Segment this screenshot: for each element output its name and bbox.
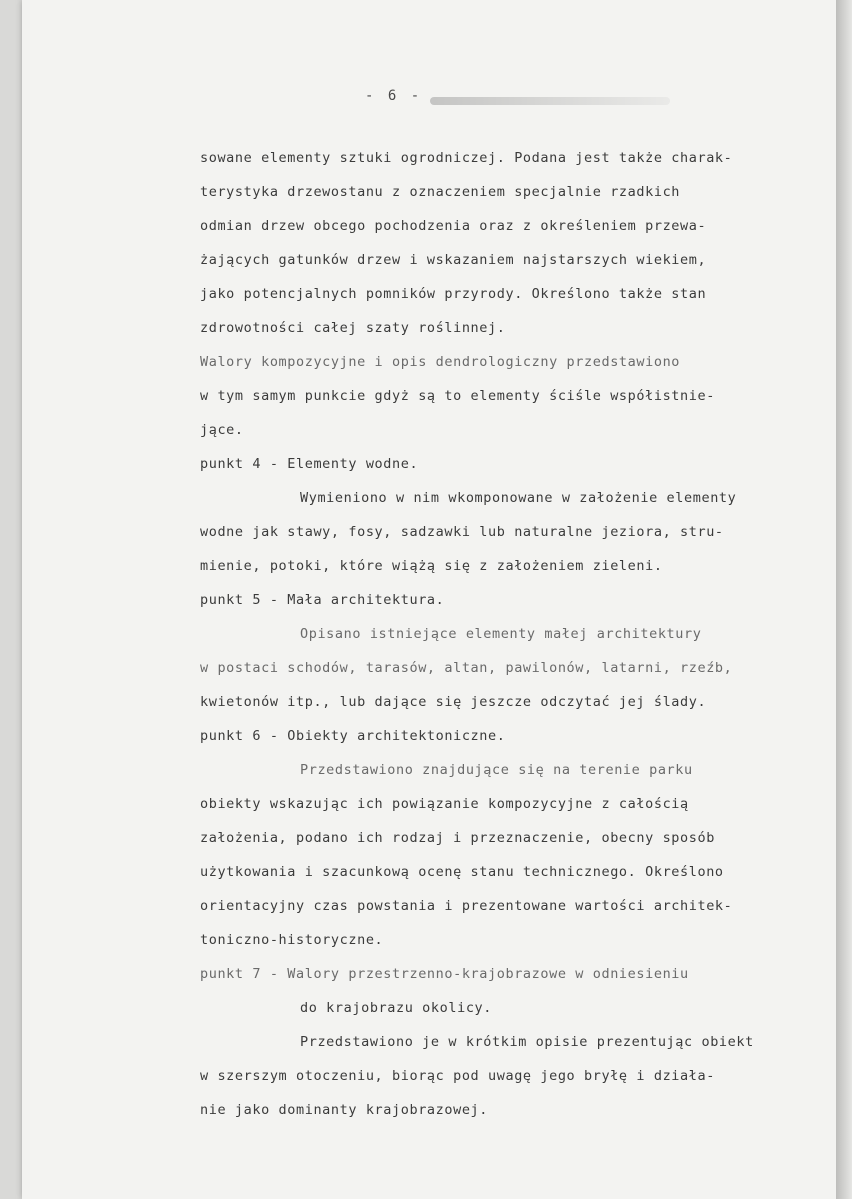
text-line: żających gatunków drzew i wskazaniem najstarszych wiekiem,	[200, 252, 707, 268]
text-line: w szerszym otoczeniu, biorąc pod uwagę jego bryłę i działa-	[200, 1068, 715, 1084]
text-line: toniczno-historyczne.	[200, 932, 384, 948]
text-line: do krajobrazu okolicy.	[300, 1000, 493, 1016]
text-line: Przedstawiono znajdujące się na terenie parku	[300, 762, 693, 778]
text-line: terystyka drzewostanu z oznaczeniem specjalnie rzadkich	[200, 184, 681, 200]
section-heading-punkt-6: punkt 6 - Obiekty architektoniczne.	[200, 728, 506, 744]
text-line: nie jako dominanty krajobrazowej.	[200, 1102, 489, 1118]
text-line: odmian drzew obcego pochodzenia oraz z określeniem przewa-	[200, 218, 707, 234]
text-line: jako potencjalnych pomników przyrody. Określono także stan	[200, 286, 707, 302]
text-line: użytkowania i szacunkową ocenę stanu technicznego. Określono	[200, 864, 724, 880]
section-heading-punkt-5: punkt 5 - Mała architektura.	[200, 592, 445, 608]
text-line: orientacyjny czas powstania i prezentowane wartości architek-	[200, 898, 733, 914]
text-line: sowane elementy sztuki ogrodniczej. Podana jest także charak-	[200, 150, 733, 166]
text-line: zdrowotności całej szaty roślinnej.	[200, 320, 506, 336]
text-line: wodne jak stawy, fosy, sadzawki lub naturalne jeziora, stru-	[200, 524, 724, 540]
text-line: Opisano istniejące elementy małej architektury	[300, 626, 702, 642]
text-line: założenia, podano ich rodzaj i przeznaczenie, obecny sposób	[200, 830, 715, 846]
text-line: w tym samym punkcie gdyż są to elementy ściśle współistnie-	[200, 388, 715, 404]
text-line: mienie, potoki, które wiążą się z założeniem zieleni.	[200, 558, 663, 574]
text-line: Walory kompozycyjne i opis dendrologiczny przedstawiono	[200, 354, 681, 370]
scan-smudge	[430, 97, 670, 105]
text-line: kwietonów itp., lub dające się jeszcze odczytać jej ślady.	[200, 694, 707, 710]
section-heading-punkt-7: punkt 7 - Walory przestrzenno-krajobrazowe w odniesieniu	[200, 966, 689, 982]
page-edge-shadow	[836, 0, 852, 1199]
text-line: w postaci schodów, tarasów, altan, pawilonów, latarni, rzeźb,	[200, 660, 733, 676]
page-number: - 6 -	[365, 88, 423, 104]
text-line: obiekty wskazując ich powiązanie kompozycyjne z całością	[200, 796, 689, 812]
section-heading-punkt-4: punkt 4 - Elementy wodne.	[200, 456, 419, 472]
text-line: jące.	[200, 422, 244, 438]
text-line: Wymieniono w nim wkomponowane w założenie elementy	[300, 490, 737, 506]
text-line: Przedstawiono je w krótkim opisie prezentując obiekt	[300, 1034, 754, 1050]
